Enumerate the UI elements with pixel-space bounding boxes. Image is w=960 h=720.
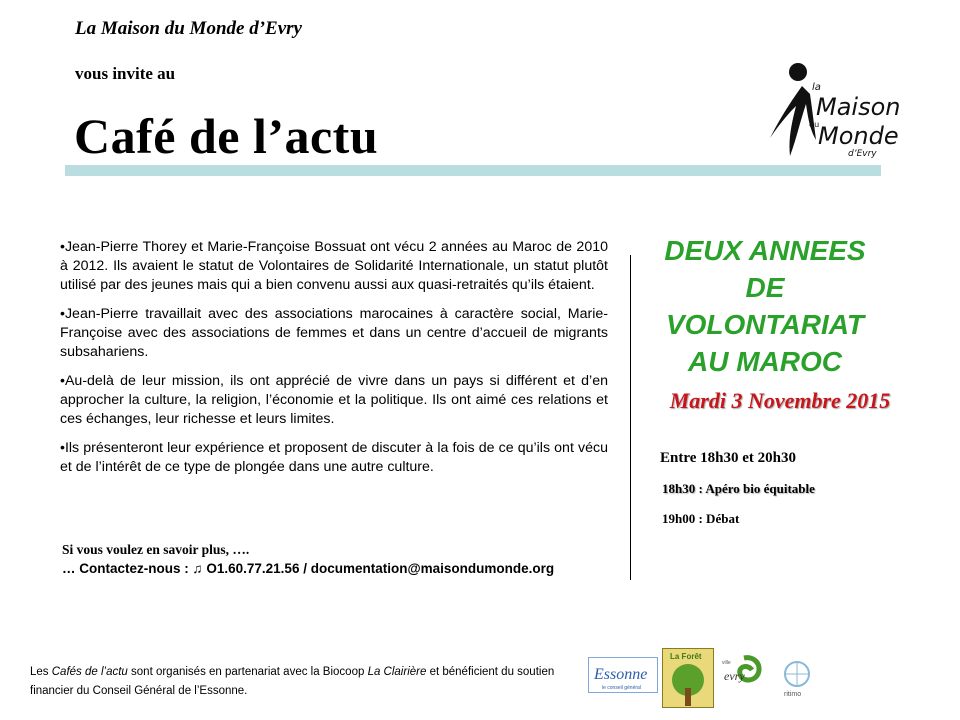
footer-prefix: Les: [30, 666, 52, 678]
schedule-item-aperitif: 18h30 : Apéro bio équitable: [662, 481, 815, 496]
logo-text-devry: d’Evry: [848, 149, 877, 159]
event-title: Café de l’actu: [74, 108, 379, 164]
talk-title: [640, 232, 890, 380]
time-range: Entre 18h30 et 20h30: [660, 450, 796, 466]
logo-text-la: la: [812, 82, 821, 93]
footer-suffix: et bénéficient du soutien financier du Conseil Général de l’Essonne.: [30, 666, 555, 697]
ritimo-logo-text: ritimo: [784, 691, 802, 698]
vertical-divider: [630, 255, 631, 580]
maison-du-monde-logo: [762, 60, 901, 165]
contact-block: [62, 540, 554, 578]
tree-trunk-icon: [685, 688, 691, 706]
essonne-logo-text: Essonne: [594, 666, 648, 683]
logo-text-du: du: [809, 120, 820, 129]
organization-title: La Maison du Monde d’Evry: [75, 18, 302, 39]
la-foret-logo-text: La Forêt: [670, 652, 702, 661]
essonne-logo: [588, 657, 658, 693]
schedule-item-debate: 19h00 : Débat: [662, 511, 740, 526]
talk-title-line-3: VOLONTARIAT: [665, 309, 865, 340]
evry-logo-small-text: ville: [722, 660, 731, 666]
paragraph-4: •Ils présenteront leur expérience et proposent de discuter à la fois de ce qu’ils ont vécu et de l’intérêt de ce type de plongée dans une autre culture.: [60, 440, 608, 475]
logo-text-maison: Maison: [816, 93, 901, 121]
logo-text-monde: Monde: [818, 122, 899, 150]
contact-intro: Si vous voulez en savoir plus, ….: [62, 542, 250, 557]
footer-cafes: Cafés de l’actu: [51, 666, 128, 678]
paragraph-1: •Jean-Pierre Thorey et Marie-Françoise Bossuat ont vécu 2 années au Maroc de 2010 à 2012. Ils avaient le statut de Volontaires de Solidarité Internationale, un statut plutôt utilisé par des jeunes mais qui a bien convenu aussi aux quasi-retraités qu’ils étaient.: [60, 239, 608, 293]
talk-title-line-1: DEUX ANNEES: [664, 235, 866, 266]
talk-title-line-2: DE: [745, 272, 785, 303]
essonne-logo-subtext: le conseil général: [602, 685, 641, 691]
title-underline: [65, 165, 881, 176]
paragraph-3: •Au-delà de leur mission, ils ont apprécié de vivre dans un pays si différent et d’en approcher la culture, la religion, l’économie et la politique. Ils ont aimé ces relations et ces échanges, leur richesse et leurs limites.: [60, 373, 608, 427]
footer-biocoop: La Clairière: [367, 666, 427, 678]
logo-head: [789, 63, 807, 81]
talk-date: Mardi 3 Novembre 2015: [669, 388, 891, 413]
ritimo-logo: [772, 658, 822, 702]
footer-note: [30, 663, 590, 701]
contact-details[interactable]: … Contactez-nous : ♫ O1.60.77.21.56 / documentation@maisondumonde.org: [62, 561, 555, 576]
evry-logo-text: evry: [724, 669, 745, 683]
evry-logo: [718, 652, 766, 696]
paragraph-2: •Jean-Pierre travaillait avec des associations marocaines à caractère social, Marie-Françoise avec des associations de femmes et dans un centre d’accueil de migrants subsahariens.: [60, 306, 608, 360]
talk-title-line-4: AU MAROC: [688, 346, 842, 377]
description-body: [60, 238, 608, 487]
footer-middle: sont organisés en partenariat avec la Biocoop: [127, 666, 368, 678]
la-foret-logo: [662, 648, 714, 708]
invite-text: vous invite au: [75, 64, 176, 83]
